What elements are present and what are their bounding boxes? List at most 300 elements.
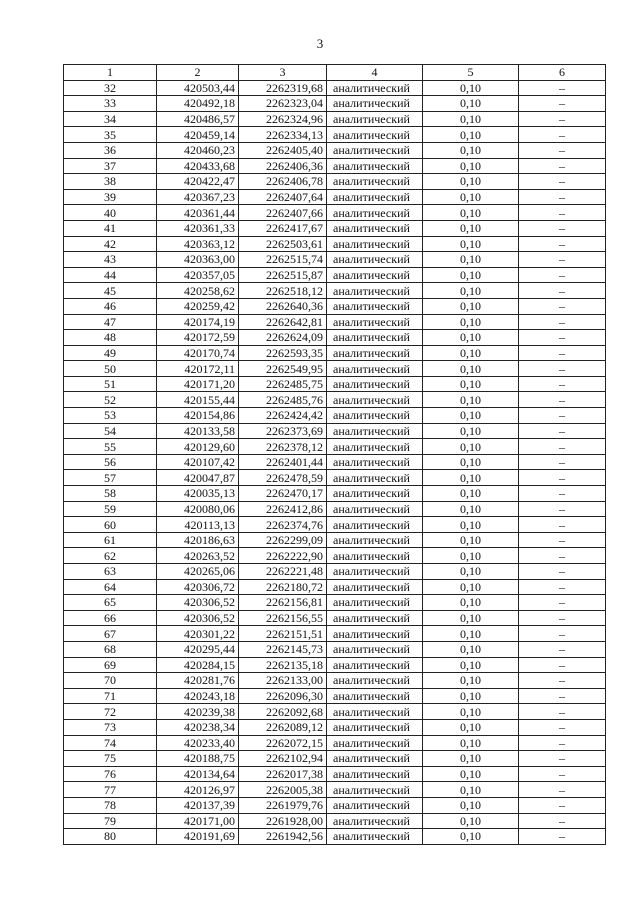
table-row — [64, 267, 606, 283]
table-row — [64, 595, 606, 611]
accuracy-cell: 0,10 — [423, 252, 519, 268]
description-cell: – — [519, 111, 606, 127]
accuracy-cell: 0,10 — [423, 158, 519, 174]
column-header-5: 5 — [423, 65, 519, 81]
table-row — [64, 829, 606, 845]
x-coordinate-cell: 420126,97 — [157, 782, 239, 798]
y-coordinate-cell: 2262222,90 — [239, 548, 327, 564]
accuracy-cell: 0,10 — [423, 673, 519, 689]
accuracy-cell: 0,10 — [423, 439, 519, 455]
description-cell: – — [519, 532, 606, 548]
column-header-1: 1 — [64, 65, 157, 81]
table-row — [64, 111, 606, 127]
description-cell: – — [519, 252, 606, 268]
point-number-cell: 54 — [64, 423, 157, 439]
accuracy-cell: 0,10 — [423, 766, 519, 782]
description-cell: – — [519, 797, 606, 813]
accuracy-cell: 0,10 — [423, 142, 519, 158]
table-row — [64, 96, 606, 112]
accuracy-cell: 0,10 — [423, 564, 519, 580]
description-cell: – — [519, 361, 606, 377]
accuracy-cell: 0,10 — [423, 813, 519, 829]
accuracy-cell: 0,10 — [423, 189, 519, 205]
x-coordinate-cell: 420155,44 — [157, 392, 239, 408]
description-cell: – — [519, 267, 606, 283]
y-coordinate-cell: 2262133,00 — [239, 673, 327, 689]
accuracy-cell: 0,10 — [423, 314, 519, 330]
point-number-cell: 44 — [64, 267, 157, 283]
x-coordinate-cell: 420503,44 — [157, 80, 239, 96]
method-cell: аналитический — [327, 158, 423, 174]
table-row — [64, 517, 606, 533]
x-coordinate-cell: 420238,34 — [157, 719, 239, 735]
table-header-row — [64, 65, 606, 81]
table-row — [64, 579, 606, 595]
method-cell: аналитический — [327, 408, 423, 424]
method-cell: аналитический — [327, 610, 423, 626]
point-number-cell: 70 — [64, 673, 157, 689]
table-row — [64, 252, 606, 268]
method-cell: аналитический — [327, 127, 423, 143]
description-cell: – — [519, 719, 606, 735]
table-row — [64, 220, 606, 236]
x-coordinate-cell: 420047,87 — [157, 470, 239, 486]
point-number-cell: 52 — [64, 392, 157, 408]
point-number-cell: 51 — [64, 376, 157, 392]
coordinates-table — [63, 64, 606, 845]
x-coordinate-cell: 420239,38 — [157, 704, 239, 720]
point-number-cell: 66 — [64, 610, 157, 626]
x-coordinate-cell: 420363,00 — [157, 252, 239, 268]
y-coordinate-cell: 2262221,48 — [239, 564, 327, 580]
point-number-cell: 74 — [64, 735, 157, 751]
x-coordinate-cell: 420363,12 — [157, 236, 239, 252]
accuracy-cell: 0,10 — [423, 797, 519, 813]
description-cell: – — [519, 751, 606, 767]
y-coordinate-cell: 2262518,12 — [239, 283, 327, 299]
method-cell: аналитический — [327, 330, 423, 346]
accuracy-cell: 0,10 — [423, 579, 519, 595]
table-row — [64, 408, 606, 424]
point-number-cell: 41 — [64, 220, 157, 236]
x-coordinate-cell: 420361,44 — [157, 205, 239, 221]
accuracy-cell: 0,10 — [423, 548, 519, 564]
point-number-cell: 63 — [64, 564, 157, 580]
method-cell: аналитический — [327, 517, 423, 533]
point-number-cell: 64 — [64, 579, 157, 595]
table-row — [64, 641, 606, 657]
x-coordinate-cell: 420170,74 — [157, 345, 239, 361]
description-cell: – — [519, 283, 606, 299]
x-coordinate-cell: 420107,42 — [157, 454, 239, 470]
description-cell: – — [519, 330, 606, 346]
y-coordinate-cell: 2262642,81 — [239, 314, 327, 330]
x-coordinate-cell: 420233,40 — [157, 735, 239, 751]
x-coordinate-cell: 420129,60 — [157, 439, 239, 455]
x-coordinate-cell: 420306,72 — [157, 579, 239, 595]
method-cell: аналитический — [327, 376, 423, 392]
description-cell: – — [519, 501, 606, 517]
x-coordinate-cell: 420154,86 — [157, 408, 239, 424]
x-coordinate-cell: 420171,20 — [157, 376, 239, 392]
point-number-cell: 77 — [64, 782, 157, 798]
x-coordinate-cell: 420134,64 — [157, 766, 239, 782]
description-cell: – — [519, 142, 606, 158]
accuracy-cell: 0,10 — [423, 127, 519, 143]
method-cell: аналитический — [327, 813, 423, 829]
method-cell: аналитический — [327, 797, 423, 813]
point-number-cell: 53 — [64, 408, 157, 424]
x-coordinate-cell: 420367,23 — [157, 189, 239, 205]
accuracy-cell: 0,10 — [423, 454, 519, 470]
table-row — [64, 797, 606, 813]
x-coordinate-cell: 420258,62 — [157, 283, 239, 299]
table-row — [64, 345, 606, 361]
x-coordinate-cell: 420259,42 — [157, 298, 239, 314]
y-coordinate-cell: 2262378,12 — [239, 439, 327, 455]
x-coordinate-cell: 420172,11 — [157, 361, 239, 377]
table-row — [64, 548, 606, 564]
table-row — [64, 80, 606, 96]
method-cell: аналитический — [327, 205, 423, 221]
table-row — [64, 673, 606, 689]
method-cell: аналитический — [327, 174, 423, 190]
description-cell: – — [519, 610, 606, 626]
x-coordinate-cell: 420113,13 — [157, 517, 239, 533]
table-row — [64, 610, 606, 626]
method-cell: аналитический — [327, 392, 423, 408]
table-row — [64, 501, 606, 517]
description-cell: – — [519, 439, 606, 455]
accuracy-cell: 0,10 — [423, 641, 519, 657]
method-cell: аналитический — [327, 220, 423, 236]
accuracy-cell: 0,10 — [423, 423, 519, 439]
method-cell: аналитический — [327, 361, 423, 377]
point-number-cell: 60 — [64, 517, 157, 533]
accuracy-cell: 0,10 — [423, 610, 519, 626]
table-row — [64, 361, 606, 377]
y-coordinate-cell: 2262005,38 — [239, 782, 327, 798]
x-coordinate-cell: 420263,52 — [157, 548, 239, 564]
description-cell: – — [519, 80, 606, 96]
method-cell: аналитический — [327, 595, 423, 611]
table-row — [64, 314, 606, 330]
table-row — [64, 392, 606, 408]
accuracy-cell: 0,10 — [423, 220, 519, 236]
y-coordinate-cell: 2262323,04 — [239, 96, 327, 112]
description-cell: – — [519, 641, 606, 657]
method-cell: аналитический — [327, 751, 423, 767]
description-cell: – — [519, 579, 606, 595]
x-coordinate-cell: 420492,18 — [157, 96, 239, 112]
point-number-cell: 32 — [64, 80, 157, 96]
description-cell: – — [519, 454, 606, 470]
description-cell: – — [519, 174, 606, 190]
point-number-cell: 55 — [64, 439, 157, 455]
x-coordinate-cell: 420486,57 — [157, 111, 239, 127]
description-cell: – — [519, 470, 606, 486]
method-cell: аналитический — [327, 641, 423, 657]
x-coordinate-cell: 420284,15 — [157, 657, 239, 673]
description-cell: – — [519, 673, 606, 689]
x-coordinate-cell: 420281,76 — [157, 673, 239, 689]
x-coordinate-cell: 420301,22 — [157, 626, 239, 642]
method-cell: аналитический — [327, 142, 423, 158]
accuracy-cell: 0,10 — [423, 96, 519, 112]
description-cell: – — [519, 376, 606, 392]
accuracy-cell: 0,10 — [423, 501, 519, 517]
point-number-cell: 75 — [64, 751, 157, 767]
x-coordinate-cell: 420137,39 — [157, 797, 239, 813]
point-number-cell: 38 — [64, 174, 157, 190]
description-cell: – — [519, 345, 606, 361]
point-number-cell: 65 — [64, 595, 157, 611]
table-row — [64, 704, 606, 720]
y-coordinate-cell: 2262135,18 — [239, 657, 327, 673]
method-cell: аналитический — [327, 501, 423, 517]
point-number-cell: 37 — [64, 158, 157, 174]
table-row — [64, 298, 606, 314]
description-cell: – — [519, 423, 606, 439]
y-coordinate-cell: 2262156,81 — [239, 595, 327, 611]
y-coordinate-cell: 2262478,59 — [239, 470, 327, 486]
table-row — [64, 719, 606, 735]
point-number-cell: 76 — [64, 766, 157, 782]
point-number-cell: 68 — [64, 641, 157, 657]
table-row — [64, 626, 606, 642]
x-coordinate-cell: 420186,63 — [157, 532, 239, 548]
point-number-cell: 71 — [64, 688, 157, 704]
accuracy-cell: 0,10 — [423, 486, 519, 502]
table-row — [64, 766, 606, 782]
method-cell: аналитический — [327, 719, 423, 735]
description-cell: – — [519, 595, 606, 611]
accuracy-cell: 0,10 — [423, 735, 519, 751]
x-coordinate-cell: 420306,52 — [157, 610, 239, 626]
point-number-cell: 33 — [64, 96, 157, 112]
table-row — [64, 486, 606, 502]
y-coordinate-cell: 2262503,61 — [239, 236, 327, 252]
accuracy-cell: 0,10 — [423, 174, 519, 190]
method-cell: аналитический — [327, 657, 423, 673]
description-cell: – — [519, 236, 606, 252]
y-coordinate-cell: 2262017,38 — [239, 766, 327, 782]
point-number-cell: 61 — [64, 532, 157, 548]
x-coordinate-cell: 420265,06 — [157, 564, 239, 580]
table-row — [64, 751, 606, 767]
x-coordinate-cell: 420188,75 — [157, 751, 239, 767]
description-cell: – — [519, 220, 606, 236]
table-row — [64, 454, 606, 470]
y-coordinate-cell: 2262334,13 — [239, 127, 327, 143]
table-row — [64, 158, 606, 174]
y-coordinate-cell: 2262515,74 — [239, 252, 327, 268]
method-cell: аналитический — [327, 80, 423, 96]
y-coordinate-cell: 2262515,87 — [239, 267, 327, 283]
y-coordinate-cell: 2262319,68 — [239, 80, 327, 96]
accuracy-cell: 0,10 — [423, 688, 519, 704]
page-number: 3 — [316, 36, 324, 51]
x-coordinate-cell: 420174,19 — [157, 314, 239, 330]
method-cell: аналитический — [327, 96, 423, 112]
y-coordinate-cell: 2262299,09 — [239, 532, 327, 548]
x-coordinate-cell: 420422,47 — [157, 174, 239, 190]
description-cell: – — [519, 782, 606, 798]
description-cell: – — [519, 626, 606, 642]
y-coordinate-cell: 2262406,78 — [239, 174, 327, 190]
x-coordinate-cell: 420035,13 — [157, 486, 239, 502]
accuracy-cell: 0,10 — [423, 376, 519, 392]
column-header-6: 6 — [519, 65, 606, 81]
method-cell: аналитический — [327, 688, 423, 704]
point-number-cell: 79 — [64, 813, 157, 829]
table-row — [64, 532, 606, 548]
table-row — [64, 330, 606, 346]
point-number-cell: 56 — [64, 454, 157, 470]
point-number-cell: 42 — [64, 236, 157, 252]
table-row — [64, 376, 606, 392]
description-cell: – — [519, 704, 606, 720]
accuracy-cell: 0,10 — [423, 657, 519, 673]
method-cell: аналитический — [327, 782, 423, 798]
point-number-cell: 67 — [64, 626, 157, 642]
description-cell: – — [519, 392, 606, 408]
accuracy-cell: 0,10 — [423, 361, 519, 377]
y-coordinate-cell: 2262401,44 — [239, 454, 327, 470]
method-cell: аналитический — [327, 532, 423, 548]
method-cell: аналитический — [327, 314, 423, 330]
y-coordinate-cell: 2262092,68 — [239, 704, 327, 720]
x-coordinate-cell: 420433,68 — [157, 158, 239, 174]
point-number-cell: 80 — [64, 829, 157, 845]
point-number-cell: 50 — [64, 361, 157, 377]
point-number-cell: 69 — [64, 657, 157, 673]
description-cell: – — [519, 127, 606, 143]
y-coordinate-cell: 2262470,17 — [239, 486, 327, 502]
point-number-cell: 57 — [64, 470, 157, 486]
description-cell: – — [519, 298, 606, 314]
point-number-cell: 36 — [64, 142, 157, 158]
y-coordinate-cell: 2262324,96 — [239, 111, 327, 127]
point-number-cell: 49 — [64, 345, 157, 361]
description-cell: – — [519, 205, 606, 221]
description-cell: – — [519, 564, 606, 580]
y-coordinate-cell: 2262156,55 — [239, 610, 327, 626]
y-coordinate-cell: 2262485,76 — [239, 392, 327, 408]
description-cell: – — [519, 548, 606, 564]
y-coordinate-cell: 2262549,95 — [239, 361, 327, 377]
accuracy-cell: 0,10 — [423, 829, 519, 845]
method-cell: аналитический — [327, 564, 423, 580]
y-coordinate-cell: 2262593,35 — [239, 345, 327, 361]
method-cell: аналитический — [327, 439, 423, 455]
y-coordinate-cell: 2262151,51 — [239, 626, 327, 642]
table-row — [64, 564, 606, 580]
y-coordinate-cell: 2262424,42 — [239, 408, 327, 424]
description-cell: – — [519, 517, 606, 533]
y-coordinate-cell: 2262373,69 — [239, 423, 327, 439]
x-coordinate-cell: 420191,69 — [157, 829, 239, 845]
accuracy-cell: 0,10 — [423, 751, 519, 767]
accuracy-cell: 0,10 — [423, 517, 519, 533]
accuracy-cell: 0,10 — [423, 80, 519, 96]
method-cell: аналитический — [327, 735, 423, 751]
y-coordinate-cell: 2262407,66 — [239, 205, 327, 221]
point-number-cell: 47 — [64, 314, 157, 330]
accuracy-cell: 0,10 — [423, 470, 519, 486]
x-coordinate-cell: 420459,14 — [157, 127, 239, 143]
accuracy-cell: 0,10 — [423, 595, 519, 611]
method-cell: аналитический — [327, 548, 423, 564]
point-number-cell: 73 — [64, 719, 157, 735]
y-coordinate-cell: 2262180,72 — [239, 579, 327, 595]
x-coordinate-cell: 420080,06 — [157, 501, 239, 517]
point-number-cell: 34 — [64, 111, 157, 127]
point-number-cell: 40 — [64, 205, 157, 221]
description-cell: – — [519, 735, 606, 751]
column-header-4: 4 — [327, 65, 423, 81]
accuracy-cell: 0,10 — [423, 111, 519, 127]
accuracy-cell: 0,10 — [423, 719, 519, 735]
accuracy-cell: 0,10 — [423, 408, 519, 424]
method-cell: аналитический — [327, 252, 423, 268]
accuracy-cell: 0,10 — [423, 330, 519, 346]
method-cell: аналитический — [327, 454, 423, 470]
table-row — [64, 127, 606, 143]
accuracy-cell: 0,10 — [423, 626, 519, 642]
method-cell: аналитический — [327, 486, 423, 502]
point-number-cell: 43 — [64, 252, 157, 268]
x-coordinate-cell: 420133,58 — [157, 423, 239, 439]
point-number-cell: 45 — [64, 283, 157, 299]
accuracy-cell: 0,10 — [423, 267, 519, 283]
x-coordinate-cell: 420172,59 — [157, 330, 239, 346]
point-number-cell: 72 — [64, 704, 157, 720]
y-coordinate-cell: 2262072,15 — [239, 735, 327, 751]
point-number-cell: 78 — [64, 797, 157, 813]
y-coordinate-cell: 2262407,64 — [239, 189, 327, 205]
method-cell: аналитический — [327, 345, 423, 361]
description-cell: – — [519, 657, 606, 673]
accuracy-cell: 0,10 — [423, 704, 519, 720]
x-coordinate-cell: 420171,00 — [157, 813, 239, 829]
description-cell: – — [519, 314, 606, 330]
x-coordinate-cell: 420306,52 — [157, 595, 239, 611]
table-row — [64, 142, 606, 158]
point-number-cell: 39 — [64, 189, 157, 205]
y-coordinate-cell: 2262089,12 — [239, 719, 327, 735]
x-coordinate-cell: 420243,18 — [157, 688, 239, 704]
method-cell: аналитический — [327, 766, 423, 782]
y-coordinate-cell: 2261928,00 — [239, 813, 327, 829]
table-row — [64, 174, 606, 190]
y-coordinate-cell: 2262417,67 — [239, 220, 327, 236]
point-number-cell: 59 — [64, 501, 157, 517]
x-coordinate-cell: 420361,33 — [157, 220, 239, 236]
table-row — [64, 423, 606, 439]
y-coordinate-cell: 2262485,75 — [239, 376, 327, 392]
point-number-cell: 48 — [64, 330, 157, 346]
y-coordinate-cell: 2262640,36 — [239, 298, 327, 314]
accuracy-cell: 0,10 — [423, 345, 519, 361]
column-header-3: 3 — [239, 65, 327, 81]
method-cell: аналитический — [327, 673, 423, 689]
method-cell: аналитический — [327, 626, 423, 642]
y-coordinate-cell: 2262145,73 — [239, 641, 327, 657]
accuracy-cell: 0,10 — [423, 205, 519, 221]
table-row — [64, 189, 606, 205]
description-cell: – — [519, 813, 606, 829]
